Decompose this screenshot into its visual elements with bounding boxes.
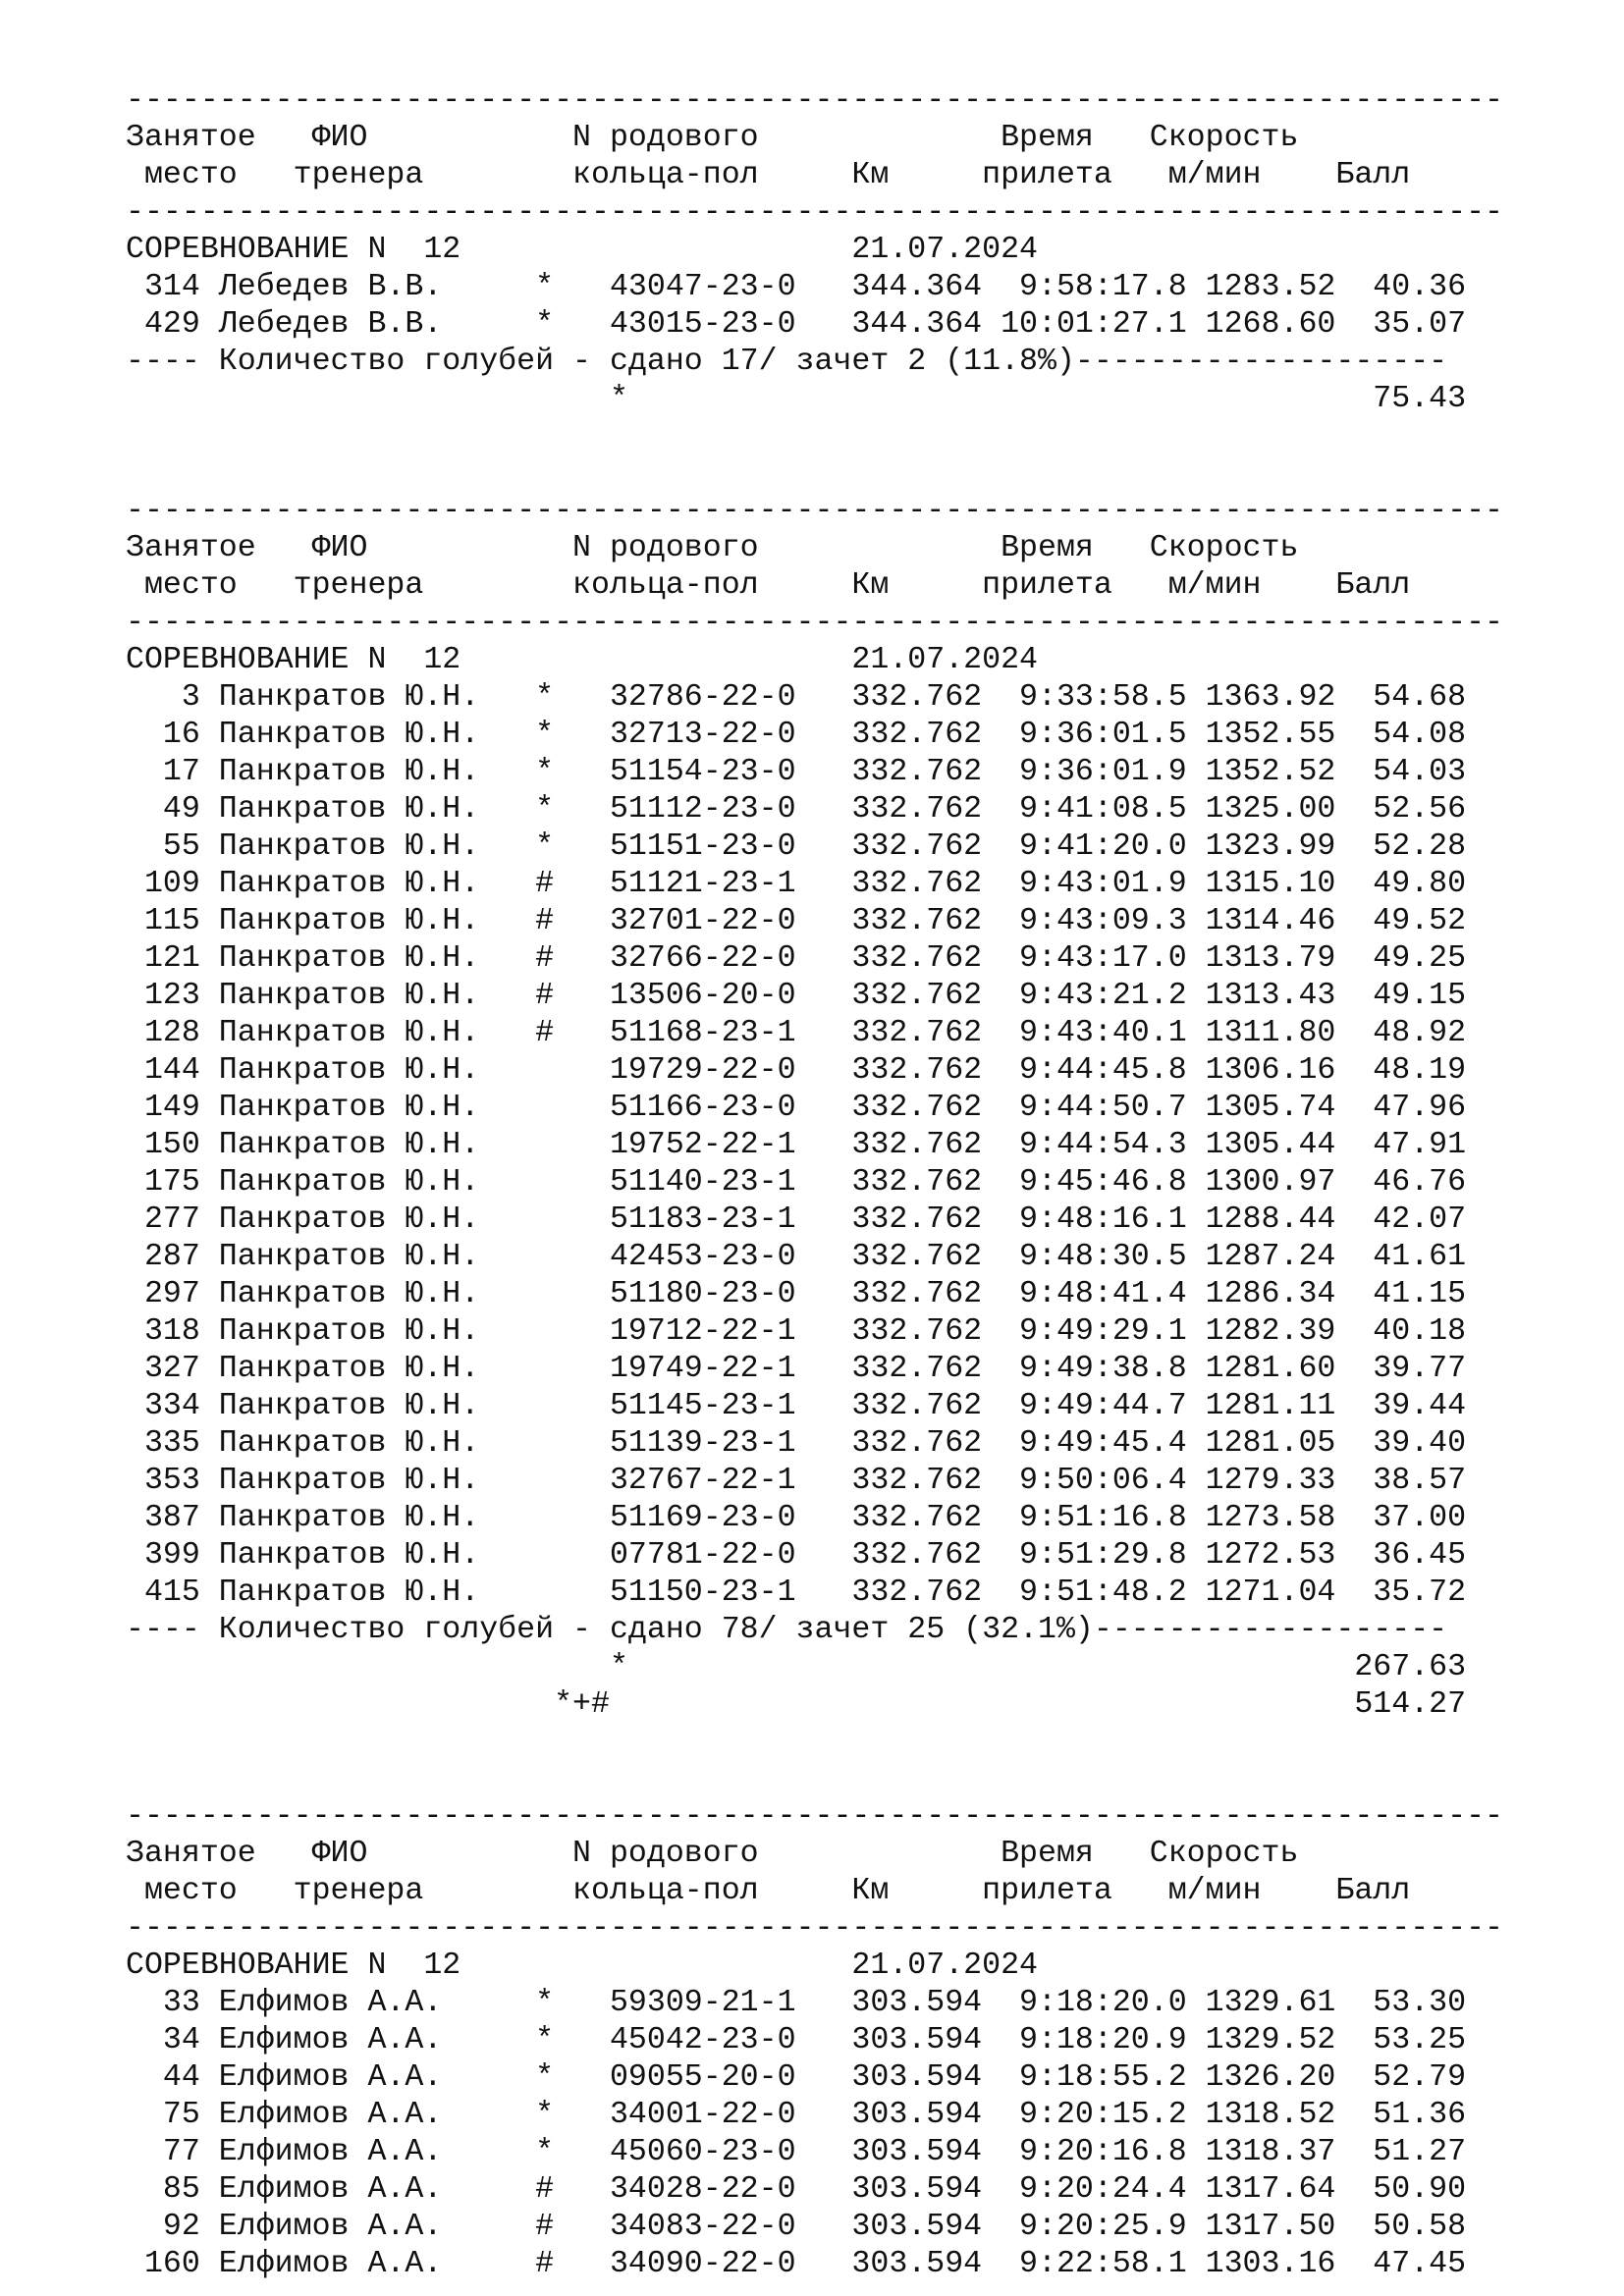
total-line: * 75.43 bbox=[126, 382, 1467, 416]
result-row: 85 Елфимов А.А. # 34028-22-0 303.594 9:20:24.4 1317.64 50.90 bbox=[126, 2172, 1467, 2207]
result-row: 399 Панкратов Ю.Н. 07781-22-0 332.762 9:51:29.8 1272.53 36.45 bbox=[126, 1538, 1467, 1573]
result-row: 277 Панкратов Ю.Н. 51183-23-1 332.762 9:48:16.1 1288.44 42.07 bbox=[126, 1202, 1467, 1237]
result-row: 34 Елфимов А.А. * 45042-23-0 303.594 9:18:20.9 1329.52 53.25 bbox=[126, 2023, 1467, 2057]
total-line: *+# 514.27 bbox=[126, 1687, 1467, 1722]
result-row: 77 Елфимов А.А. * 45060-23-0 303.594 9:20:16.8 1318.37 51.27 bbox=[126, 2135, 1467, 2169]
result-row: 33 Елфимов А.А. * 59309-21-1 303.594 9:18:20.0 1329.61 53.30 bbox=[126, 1986, 1467, 2020]
result-row: 115 Панкратов Ю.Н. # 32701-22-0 332.762 9:43:09.3 1314.46 49.52 bbox=[126, 904, 1467, 938]
result-row: 429 Лебедев В.В. * 43015-23-0 344.364 10:01:27.1 1268.60 35.07 bbox=[126, 307, 1467, 342]
result-row: 297 Панкратов Ю.Н. 51180-23-0 332.762 9:48:41.4 1286.34 41.15 bbox=[126, 1277, 1467, 1311]
separator-line: -------------------------------------------------------------------------- bbox=[126, 494, 1503, 528]
result-row: 123 Панкратов Ю.Н. # 13506-20-0 332.762 9:43:21.2 1313.43 49.15 bbox=[126, 979, 1467, 1013]
result-row: 415 Панкратов Ю.Н. 51150-23-1 332.762 9:51:48.2 1271.04 35.72 bbox=[126, 1575, 1467, 1610]
result-row: 109 Панкратов Ю.Н. # 51121-23-1 332.762 9:43:01.9 1315.10 49.80 bbox=[126, 867, 1467, 901]
result-row: 353 Панкратов Ю.Н. 32767-22-1 332.762 9:50:06.4 1279.33 38.57 bbox=[126, 1464, 1467, 1498]
separator-line: -------------------------------------------------------------------------- bbox=[126, 1911, 1503, 1946]
result-row: 144 Панкратов Ю.Н. 19729-22-0 332.762 9:44:45.8 1306.16 48.19 bbox=[126, 1053, 1467, 1088]
separator-line: -------------------------------------------------------------------------- bbox=[126, 606, 1503, 640]
result-row: 314 Лебедев В.В. * 43047-23-0 344.364 9:58:17.8 1283.52 40.36 bbox=[126, 270, 1467, 304]
column-header-line: Занятое ФИО N родового Время Скорость bbox=[126, 1837, 1299, 1871]
result-row: 175 Панкратов Ю.Н. 51140-23-1 332.762 9:45:46.8 1300.97 46.76 bbox=[126, 1165, 1467, 1200]
result-row: 334 Панкратов Ю.Н. 51145-23-1 332.762 9:49:44.7 1281.11 39.44 bbox=[126, 1389, 1467, 1423]
results-section bbox=[126, 82, 1503, 418]
result-row: 160 Елфимов А.А. # 34090-22-0 303.594 9:22:58.1 1303.16 47.45 bbox=[126, 2247, 1467, 2281]
column-header-line: место тренера кольца-пол Км прилета м/мин Балл bbox=[126, 1874, 1411, 1908]
result-row: 335 Панкратов Ю.Н. 51139-23-1 332.762 9:49:45.4 1281.05 39.40 bbox=[126, 1426, 1467, 1461]
separator-line: -------------------------------------------------------------------------- bbox=[126, 83, 1503, 118]
result-row: 387 Панкратов Ю.Н. 51169-23-0 332.762 9:51:16.8 1273.58 37.00 bbox=[126, 1501, 1467, 1535]
result-row: 55 Панкратов Ю.Н. * 51151-23-0 332.762 9:41:20.0 1323.99 52.28 bbox=[126, 829, 1467, 864]
total-line: * 267.63 bbox=[126, 1650, 1467, 1684]
result-row: 92 Елфимов А.А. # 34083-22-0 303.594 9:20:25.9 1317.50 50.58 bbox=[126, 2210, 1467, 2244]
results-section bbox=[126, 1798, 1503, 2283]
result-row: 3 Панкратов Ю.Н. * 32786-22-0 332.762 9:33:58.5 1363.92 54.68 bbox=[126, 680, 1467, 715]
results-section bbox=[126, 493, 1503, 1724]
result-row: 150 Панкратов Ю.Н. 19752-22-1 332.762 9:44:54.3 1305.44 47.91 bbox=[126, 1128, 1467, 1162]
competition-line: СОРЕВНОВАНИЕ N 12 21.07.2024 bbox=[126, 1949, 1039, 1983]
column-header-line: Занятое ФИО N родового Время Скорость bbox=[126, 531, 1299, 565]
competition-line: СОРЕВНОВАНИЕ N 12 21.07.2024 bbox=[126, 233, 1039, 267]
result-row: 121 Панкратов Ю.Н. # 32766-22-0 332.762 9:43:17.0 1313.79 49.25 bbox=[126, 941, 1467, 976]
result-row: 16 Панкратов Ю.Н. * 32713-22-0 332.762 9:36:01.5 1352.55 54.08 bbox=[126, 718, 1467, 752]
result-row: 17 Панкратов Ю.Н. * 51154-23-0 332.762 9:36:01.9 1352.52 54.03 bbox=[126, 755, 1467, 789]
results-report bbox=[126, 82, 1503, 2283]
column-header-line: место тренера кольца-пол Км прилета м/мин Балл bbox=[126, 158, 1411, 192]
result-row: 149 Панкратов Ю.Н. 51166-23-0 332.762 9:44:50.7 1305.74 47.96 bbox=[126, 1091, 1467, 1125]
column-header-line: Занятое ФИО N родового Время Скорость bbox=[126, 121, 1299, 155]
result-row: 49 Панкратов Ю.Н. * 51112-23-0 332.762 9:41:08.5 1325.00 52.56 bbox=[126, 792, 1467, 827]
column-header-line: место тренера кольца-пол Км прилета м/мин Балл bbox=[126, 568, 1411, 603]
summary-line: ---- Количество голубей - сдано 78/ зачет 25 (32.1%)------------------- bbox=[126, 1613, 1448, 1647]
separator-line: -------------------------------------------------------------------------- bbox=[126, 195, 1503, 230]
summary-line: ---- Количество голубей - сдано 17/ зачет 2 (11.8%)-------------------- bbox=[126, 345, 1448, 379]
result-row: 44 Елфимов А.А. * 09055-20-0 303.594 9:18:55.2 1326.20 52.79 bbox=[126, 2060, 1467, 2095]
separator-line: -------------------------------------------------------------------------- bbox=[126, 1799, 1503, 1834]
result-row: 75 Елфимов А.А. * 34001-22-0 303.594 9:20:15.2 1318.52 51.36 bbox=[126, 2098, 1467, 2132]
result-row: 327 Панкратов Ю.Н. 19749-22-1 332.762 9:49:38.8 1281.60 39.77 bbox=[126, 1352, 1467, 1386]
competition-line: СОРЕВНОВАНИЕ N 12 21.07.2024 bbox=[126, 643, 1039, 677]
result-row: 318 Панкратов Ю.Н. 19712-22-1 332.762 9:49:29.1 1282.39 40.18 bbox=[126, 1314, 1467, 1349]
result-row: 287 Панкратов Ю.Н. 42453-23-0 332.762 9:48:30.5 1287.24 41.61 bbox=[126, 1240, 1467, 1274]
result-row: 128 Панкратов Ю.Н. # 51168-23-1 332.762 9:43:40.1 1311.80 48.92 bbox=[126, 1016, 1467, 1050]
